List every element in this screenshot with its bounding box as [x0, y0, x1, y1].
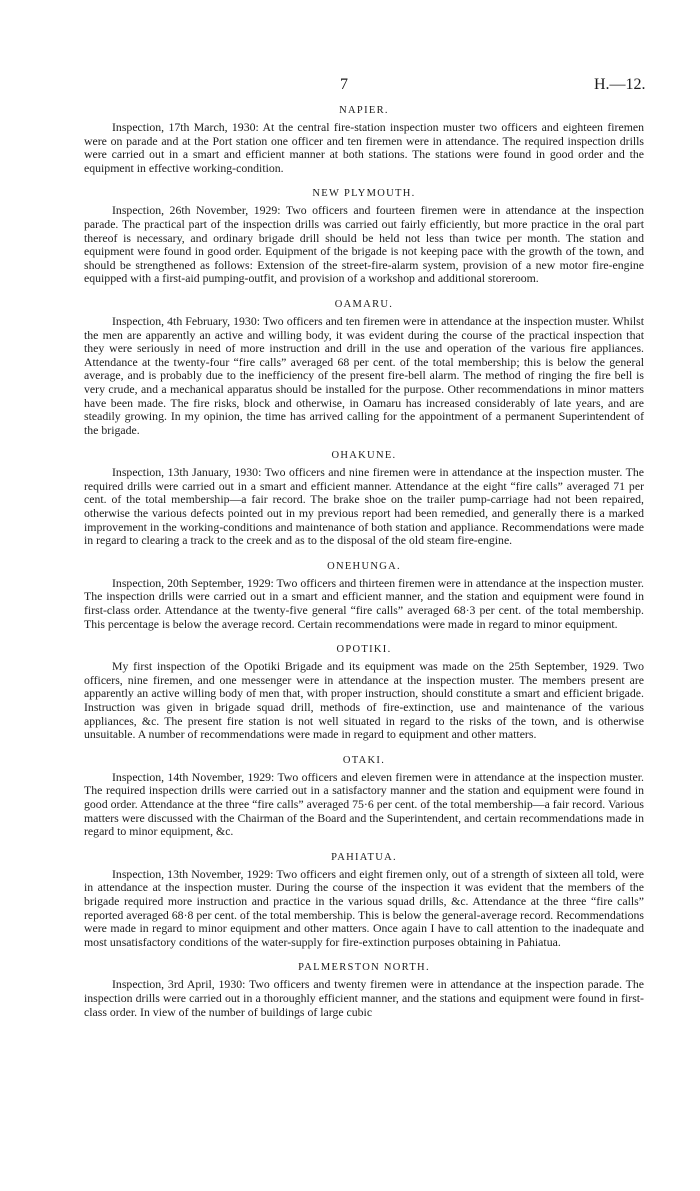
section-oamaru	[84, 298, 644, 437]
section-pahiatua	[84, 851, 644, 950]
section-paragraph: Inspection, 4th February, 1930: Two officers and ten firemen were in attendance at the inspection muster. Whilst the men are apparently an active and willing body, it was evident during the course of the practical inspection that they were seriously in need of more instruction and drill in the use and operation of the various fire appliances. Attendance at the twenty-four “fire calls” averaged 68 per cent. of the total membership; this is below the general average, and is probably due to the inefficiency of the present fire-bell alarm. The method of ringing the fire bell is very crude, and a mechanical apparatus should be installed for the purpose. Other recommendations in minor matters have been made. The fire risks, block and otherwise, in Oamaru has increased considerably of late years, and are steadily growing. In my opinion, the time has arrived calling for the appointment of a permanent Superintendent of the brigade.	[84, 313, 644, 437]
section-paragraph: Inspection, 13th January, 1930: Two officers and nine firemen were in attendance at the inspection muster. The required drills were carried out in a smart and efficient manner. Attendance at the eight “fire calls” averaged 71 per cent. of the total membership—a fair record. The brake shoe on the trailer pump-carriage had not been repaired, otherwise the various defects pointed out in my previous report had been remedied, and generally there is a marked improvement in the working-conditions and maintenance of both station and appliance. Recommendations were made in regard to clearing a track to the creek and as to the disposal of the old steam fire-engine.	[84, 465, 644, 548]
section-ohakune	[84, 449, 644, 548]
section-paragraph: Inspection, 26th November, 1929: Two officers and fourteen firemen were in attendance at the inspection parade. The practical part of the inspection drills was carried out fairly efficiently, but more practice in the oral part thereof is necessary, and ordinary brigade drill should be held not less than twice per month. The station and equipment were found in good order. Equipment of the brigade is not keeping pace with the growth of the town, and should be strengthened as follows: Extension of the street-fire-alarm system, provision of a new motor fire-engine equipped with a first-aid pumping-outfit, and provision of a workshop and additional storeroom.	[84, 203, 644, 286]
section-heading: PAHIATUA.	[331, 851, 397, 863]
section-heading: NEW PLYMOUTH.	[312, 188, 416, 200]
section-paragraph: Inspection, 20th September, 1929: Two officers and thirteen firemen were in attendance at the inspection muster. The inspection drills were carried out in a smart and efficient manner, and the station and equipment were found in first-class order. Attendance at the twenty-five general “fire calls” averaged 68·3 per cent. of the total membership. This percentage is below the average record. Certain recommendations were made in regard to minor equipment.	[84, 575, 644, 631]
section-paragraph: My first inspection of the Opotiki Brigade and its equipment was made on the 25th September, 1929. Two officers, nine firemen, and one messenger were in attendance at the inspection muster. The members present are apparently an active willing body of men that, with proper instruction, should constitute a smart and efficient brigade. Instruction was given in brigade squad drill, methods of fire-extinction, use and maintenance of the various appliances, &c. The present fire station is not well situated in regard to the risks of the town, and is otherwise unsuitable. A number of recommendations were made in regard to equipment and other matters.	[84, 659, 644, 742]
section-heading: PALMERSTON NORTH.	[298, 962, 430, 974]
section-new-plymouth	[84, 187, 644, 286]
section-heading: NAPIER.	[339, 105, 389, 116]
page-number: 7	[340, 76, 348, 93]
section-heading: OPOTIKI.	[336, 644, 392, 656]
section-heading: ONEHUNGA.	[327, 560, 401, 572]
section-opotiki	[84, 643, 644, 742]
section-paragraph: Inspection, 14th November, 1929: Two officers and eleven firemen were in attendance at the inspection muster. The required inspection drills were carried out in a satisfactory manner and the station and equipment were found in good order. Attendance at the three “fire calls” averaged 75·6 per cent. of the total membership—a fair record. Various matters were discussed with the Chairman of the Board and the Superintendent, and certain recommendations made in regard to minor equipment, &c.	[84, 769, 644, 839]
section-heading: OHAKUNE.	[331, 450, 397, 462]
section-paragraph: Inspection, 17th March, 1930: At the central fire-station inspection muster two officers and eighteen firemen were on parade and at the Port station one officer and ten firemen were in attendance. The required inspection drills were carried out in a smart and efficient manner at both stations. The stations were found in good order and the equipment in effective working-condition.	[84, 120, 644, 175]
report-body	[84, 104, 644, 1031]
section-palmerston-north	[84, 961, 644, 1019]
section-napier	[84, 104, 644, 175]
section-paragraph: Inspection, 13th November, 1929: Two officers and eight firemen only, out of a strength of sixteen all told, were in attendance at the inspection muster. During the course of the inspection it was evident that the members of the brigade required more instruction and practice in the various squad drills, &c. Attendance at the three “fire calls” reported averaged 68·8 per cent. of the total membership. This is below the general-average record. Recommendations were made in regard to minor equipment and other matters. Once again I have to call attention to the inadequate and most unsatisfactory conditions of the water-supply for fire-extinction purposes obtaining in Pahiatua.	[84, 866, 644, 949]
section-heading: OAMARU.	[334, 298, 394, 310]
section-onehunga	[84, 560, 644, 631]
section-otaki	[84, 754, 644, 839]
section-heading: OTAKI.	[342, 754, 386, 766]
page-reference: H.—12.	[594, 76, 646, 93]
section-paragraph: Inspection, 3rd April, 1930: Two officers and twenty firemen were in attendance at the inspection parade. The inspection drills were carried out in a thoroughly efficient manner, and the stations and equipment were found in first-class order. In view of the number of buildings of large cubic	[84, 977, 644, 1019]
